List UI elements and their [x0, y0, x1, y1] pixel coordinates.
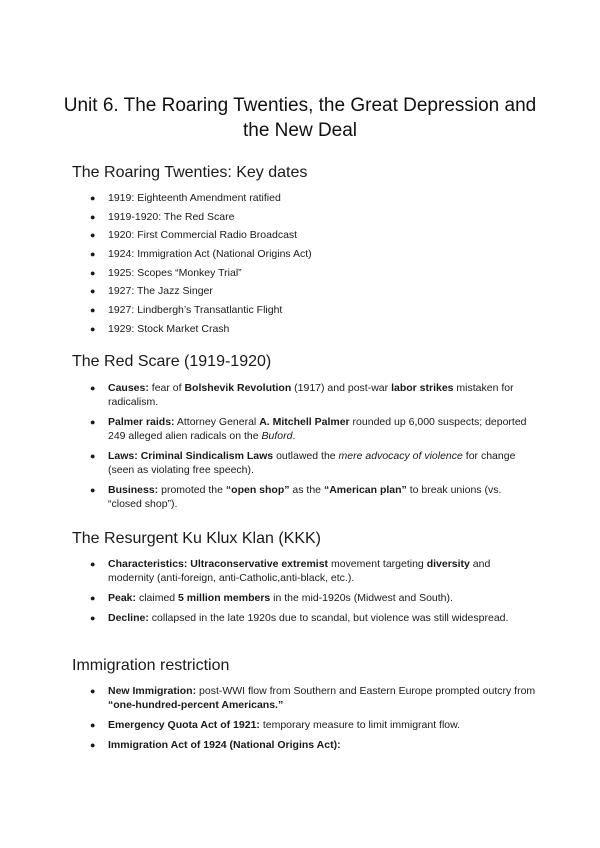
bold-text: Criminal Sindicalism Laws — [140, 450, 274, 462]
bullet-icon: ● — [90, 193, 96, 203]
list-item-key-date — [0, 210, 600, 229]
key-date-text: 1927: Lindbergh’s Transatlantic Flight — [108, 304, 283, 317]
bullet-icon: ● — [90, 485, 96, 495]
text: promoted the — [158, 484, 226, 496]
text: temporary measure to limit immigrant flow. — [259, 719, 461, 731]
text: as the — [289, 484, 324, 496]
bold-text: “one-hundred-percent Americans.” — [108, 699, 284, 711]
list-item-key-date — [0, 266, 600, 285]
bullet-icon: ● — [90, 323, 96, 334]
text: to break unions (vs. “closed shop”). — [108, 484, 502, 510]
list-item-laws — [0, 449, 600, 477]
text: Attorney General — [174, 416, 260, 428]
text: in the mid-1920s (Midwest and South). — [270, 592, 453, 604]
text: post-WWI flow from Southern and Eastern Europe prompted outcry from — [196, 685, 536, 697]
text: and modernity (anti-foreign, anti-Catholic,anti-black, etc.). — [108, 558, 491, 584]
kkk-list — [0, 557, 600, 631]
label-palmer-raids: Palmer raids: — [108, 416, 175, 428]
list-item-business — [0, 483, 600, 511]
bullet-icon: ● — [90, 740, 96, 750]
list-item-key-date — [0, 228, 600, 247]
bullet-icon: ● — [90, 230, 96, 241]
list-item-quota-act — [0, 718, 600, 732]
key-date-text: 1919-1920: The Red Scare — [108, 210, 235, 223]
bold-text: Bolshevik Revolution — [184, 382, 292, 394]
bullet-icon: ● — [90, 267, 96, 278]
text: rounded up 6,000 suspects; deported 249 alleged alien radicals on the — [108, 416, 527, 442]
page-title: Unit 6. The Roaring Twenties, the Great Depression and the New Deal — [63, 95, 537, 141]
label-characteristics: Characteristics: — [108, 558, 188, 570]
list-item-key-date — [0, 303, 600, 322]
bullet-icon: ● — [90, 305, 96, 316]
list-item-immigration-act-1924 — [0, 738, 600, 752]
italic-text: Buford — [261, 430, 293, 442]
key-date-text: 1924: Immigration Act (National Origins Act) — [108, 248, 312, 261]
key-date-text: 1925: Scopes “Monkey Trial” — [108, 266, 242, 279]
text: collapsed in the late 1920s due to scandal, but violence was still widespread. — [148, 612, 509, 624]
list-item-key-date — [0, 247, 600, 266]
immigration-list — [0, 684, 600, 758]
text: outlawed the — [273, 450, 339, 462]
bold-text: 5 million members — [178, 592, 271, 604]
bullet-icon: ● — [90, 559, 96, 569]
key-date-text: 1927: The Jazz Singer — [108, 285, 213, 298]
label-causes: Causes: — [108, 382, 149, 394]
bullet-icon: ● — [90, 613, 96, 623]
key-date-text: 1929: Stock Market Crash — [108, 322, 230, 335]
bullet-icon: ● — [90, 686, 96, 696]
bullet-icon: ● — [90, 286, 96, 297]
bullet-icon: ● — [90, 417, 96, 427]
text: mistaken for radicalism. — [108, 382, 514, 408]
label-peak: Peak: — [108, 592, 137, 604]
label-quota-act: Emergency Quota Act of 1921: — [108, 719, 260, 731]
heading-kkk: The Resurgent Ku Klux Klan (KKK) — [72, 530, 322, 547]
bold-text: labor strikes — [391, 382, 454, 394]
key-date-text: 1919: Eighteenth Amendment ratified — [108, 192, 281, 204]
list-item-characteristics — [0, 557, 600, 585]
bullet-icon: ● — [90, 383, 96, 393]
bold-text: diversity — [426, 558, 470, 570]
bullet-icon: ● — [90, 451, 96, 461]
text: for change (seen as violating free speech). — [108, 450, 516, 476]
bold-text: “open shop” — [225, 484, 290, 496]
red-scare-list — [0, 381, 600, 517]
heading-key-dates: The Roaring Twenties: Key dates — [72, 164, 308, 181]
label-immigration-act-1924: Immigration Act of 1924 (National Origins Act): — [108, 739, 341, 751]
italic-text: mere advocacy of violence — [338, 450, 463, 462]
label-decline: Decline: — [108, 612, 149, 624]
bullet-icon: ● — [90, 211, 96, 222]
list-item-decline — [0, 611, 600, 625]
text: fear of — [148, 382, 185, 394]
label-laws: Laws: — [108, 450, 138, 462]
list-item-palmer-raids — [0, 415, 600, 443]
text: movement targeting — [328, 558, 427, 570]
key-dates-list — [0, 191, 600, 341]
list-item-new-immigration — [0, 684, 600, 712]
list-item-key-date — [0, 322, 600, 341]
list-item-key-date — [0, 191, 600, 210]
bullet-icon: ● — [90, 593, 96, 603]
bold-text: “American plan” — [323, 484, 407, 496]
bullet-icon: ● — [90, 720, 96, 730]
label-business: Business: — [108, 484, 159, 496]
heading-red-scare: The Red Scare (1919-1920) — [72, 353, 272, 370]
text: . — [292, 430, 296, 442]
text: (1917) and post-war — [291, 382, 392, 394]
key-date-text: 1920: First Commercial Radio Broadcast — [108, 229, 298, 242]
bold-text: A. Mitchell Palmer — [259, 416, 350, 428]
label-new-immigration: New Immigration: — [108, 685, 197, 697]
list-item-peak — [0, 591, 600, 605]
bold-text: Ultraconservative extremist — [190, 558, 329, 570]
list-item-key-date — [0, 284, 600, 303]
heading-immigration: Immigration restriction — [72, 657, 230, 674]
bullet-icon: ● — [90, 249, 96, 260]
list-item-causes — [0, 381, 600, 409]
text: claimed — [136, 592, 179, 604]
